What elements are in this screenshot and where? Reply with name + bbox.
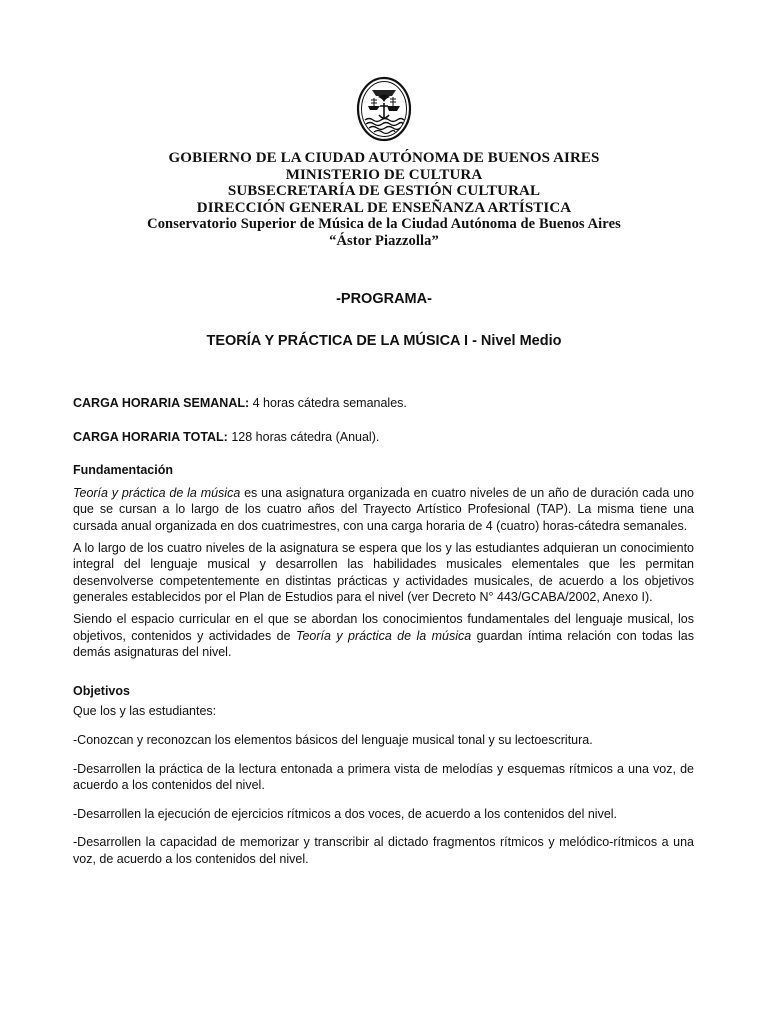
objetivo-item: -Desarrollen la práctica de la lectura entonada a primera vista de melodías y esquemas rítmicos a una voz, de acuerdo a los contenidos del nivel. <box>73 761 694 793</box>
header-line-ministry: MINISTERIO DE CULTURA <box>285 166 483 183</box>
institution-header <box>0 150 768 249</box>
header-line-direction: DIRECCIÓN GENERAL DE ENSEÑANZA ARTÍSTICA <box>196 199 572 216</box>
document-title: -PROGRAMA- <box>336 291 432 307</box>
course-title: TEORÍA Y PRÁCTICA DE LA MÚSICA I - Nivel Medio <box>206 333 562 349</box>
document-body <box>73 395 694 867</box>
header-line-government: GOBIERNO DE LA CIUDAD AUTÓNOMA DE BUENOS AIRES <box>168 150 600 166</box>
fundamentacion-heading: Fundamentación <box>73 463 174 478</box>
subject-name-italic-2: Teoría y práctica de la música <box>295 628 472 643</box>
coat-of-arms-icon <box>356 76 412 142</box>
objetivo-item: -Conozcan y reconozcan los elementos básicos del lenguaje musical tonal y su lectoescritura. <box>73 732 593 747</box>
subject-name-italic: Teoría y práctica de la música <box>73 485 241 500</box>
header-line-subsecretariat: SUBSECRETARÍA DE GESTIÓN CULTURAL <box>227 183 541 199</box>
weekly-workload <box>73 395 694 412</box>
objetivo-item: -Desarrollen la ejecución de ejercicios rítmicos a dos voces, de acuerdo a los contenidos del nivel. <box>73 806 618 821</box>
objetivos-heading: Objetivos <box>73 683 130 698</box>
total-workload-value: 128 horas cátedra (Anual). <box>227 429 380 444</box>
fundamentacion-p3-text-a: Siendo el espacio curricular en el que se abordan los conocimientos fundamentales del lenguaje musical, los objetivos, contenidos y actividades de <box>73 611 694 643</box>
fundamentacion-paragraph-2: A lo largo de los cuatro niveles de la asignatura se espera que los y las estudiantes adquieran un conocimiento integral del lenguaje musical y desarrollen las habilidades musicales elementales que les permitan desenvolverse competentemente en distintas prácticas y actividades musicales, de acuerdo a los objetivos generales establecidos por el Plan de Estudios para el nivel (ver Decreto N° 443/GCABA/2002, Anexo I). <box>73 540 694 605</box>
header-line-piazzolla: “Ástor Piazzolla” <box>329 232 439 249</box>
fundamentacion-p1-text: es una asignatura organizada en cuatro niveles de un año de duración cada uno que se cursan a lo largo de los cuatro años del Trayecto Artístico Profesional (TAP). La misma tiene una cursada anual organizada en dos cuatrimestres, con una carga horaria de 4 (cuatro) horas-cátedra semanales. <box>73 485 694 533</box>
weekly-workload-value: 4 horas cátedra semanales. <box>249 396 407 410</box>
fundamentacion-paragraph-1 <box>73 485 694 535</box>
fundamentacion-paragraph-3 <box>73 611 694 661</box>
header-line-conservatory: Conservatorio Superior de Música de la Ciudad Autónoma de Buenos Aires <box>147 216 621 232</box>
fundamentacion-p3-text-b: guardan íntima relación con todas las demás asignaturas del nivel. <box>73 628 695 660</box>
objetivo-item: -Desarrollen la capacidad de memorizar y transcribir al dictado fragmentos rítmicos y melódico-rítmicos a una voz, de acuerdo a los contenidos del nivel. <box>73 835 694 866</box>
objetivos-intro: Que los y las estudiantes: <box>73 704 217 719</box>
total-workload <box>73 429 694 446</box>
weekly-workload-label: CARGA HORARIA SEMANAL: <box>73 396 250 410</box>
total-workload-label: CARGA HORARIA TOTAL: <box>73 429 228 444</box>
